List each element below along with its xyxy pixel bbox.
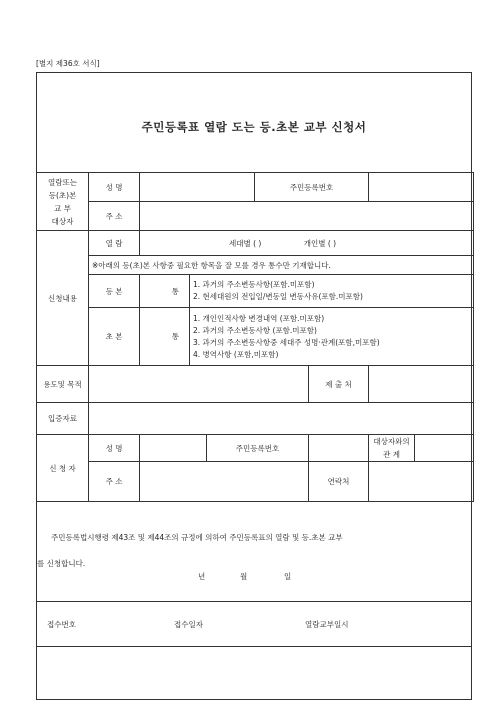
form-grid <box>36 172 474 502</box>
chobon-label: 초 본 <box>89 308 140 366</box>
subject-header: 열람또는 등(초)본 교 부 대상자 <box>37 173 89 231</box>
subject-address-label: 주 소 <box>89 202 140 231</box>
receipt-divider-top <box>37 601 472 602</box>
statement-line-1: 주민등록법시행령 제43조 및 제44조의 규정에 의하여 주민등록표의 열람 및 등.초본 교부 <box>51 533 343 542</box>
chobon-item[interactable]: 3. 과거의 주소변동사항중 세대주 성명·관계(포함,미포함) <box>193 337 380 347</box>
relation-label: 대상자와의 관 계 <box>369 435 415 462</box>
view-options <box>140 231 474 256</box>
statement-line-2: 를 신청합니다. <box>37 559 86 568</box>
receipt-date-label: 접수일자 <box>174 620 203 629</box>
issued-datetime-label: 열람교부일시 <box>305 620 349 629</box>
date-month[interactable]: 월 <box>240 572 248 581</box>
purpose-field[interactable] <box>89 366 309 403</box>
deungbon-copies-field[interactable] <box>140 275 190 308</box>
deungbon-items <box>190 275 474 308</box>
subject-name-field[interactable] <box>140 173 255 202</box>
applicant-header: 신 청 자 <box>37 435 89 502</box>
copies-unit: 통 <box>171 286 179 296</box>
submit-to-field[interactable] <box>369 366 474 403</box>
deungbon-item[interactable]: 1. 과거의 주소변동사항(포함.미포함) <box>193 280 315 289</box>
household-option[interactable]: 세대별 ( ) <box>229 238 262 248</box>
subject-reg-no-field[interactable] <box>369 173 474 202</box>
notice-text: ※아래의 등(초)본 사항중 필요한 항목을 잘 모를 경우 통수만 기재합니다. <box>89 256 474 275</box>
individual-option[interactable]: 개인별 ( ) <box>303 238 337 248</box>
form-title: 주민등록표 열람 도는 등.초본 교부 신청서 <box>141 120 367 134</box>
subject-address-field[interactable] <box>140 202 474 231</box>
applicant-address-field[interactable] <box>140 462 309 502</box>
chobon-copies-field[interactable] <box>140 308 190 366</box>
purpose-label: 용도및 목적 <box>37 366 89 403</box>
applicant-name-field[interactable] <box>140 435 207 462</box>
subject-name-label: 성 명 <box>89 173 140 202</box>
applicant-name-label: 성 명 <box>89 435 140 462</box>
applicant-reg-no-label: 주민등록번호 <box>207 435 309 462</box>
date-day[interactable]: 일 <box>284 572 292 581</box>
evidence-label: 입증자료 <box>37 403 89 435</box>
chobon-item[interactable]: 2. 과거의 주소변동사항 (포함.미포함) <box>193 325 317 335</box>
chobon-item[interactable]: 1. 개인인적사항 변경내역 (포함.미포함) <box>193 313 325 323</box>
receipt-number-label: 접수번호 <box>47 620 76 629</box>
receipt-divider-bottom <box>37 646 472 647</box>
applicant-reg-no-field[interactable] <box>309 435 369 462</box>
application-header: 신청내용 <box>37 231 89 366</box>
date-year[interactable]: 년 <box>198 572 206 581</box>
deungbon-label: 등 본 <box>89 275 140 308</box>
contact-label: 연락처 <box>309 462 369 502</box>
evidence-field[interactable] <box>89 403 474 435</box>
applicant-address-label: 주 소 <box>89 462 140 502</box>
contact-field[interactable] <box>369 462 474 502</box>
view-label: 열 람 <box>89 231 140 256</box>
copies-unit: 통 <box>171 332 179 341</box>
submit-to-label: 제 출 처 <box>309 366 369 403</box>
deungbon-item[interactable]: 2. 현세대원의 전입일/변동일 변동사유(포함.미포함) <box>193 292 363 301</box>
application-form <box>36 72 472 700</box>
form-number-label: [별지 제36호 서식] <box>36 59 100 68</box>
subject-reg-no-label: 주민등록번호 <box>255 173 369 202</box>
chobon-item[interactable]: 4. 병역사항 (포함,미포함) <box>193 349 279 359</box>
relation-field[interactable] <box>415 435 474 462</box>
chobon-items <box>190 308 474 366</box>
